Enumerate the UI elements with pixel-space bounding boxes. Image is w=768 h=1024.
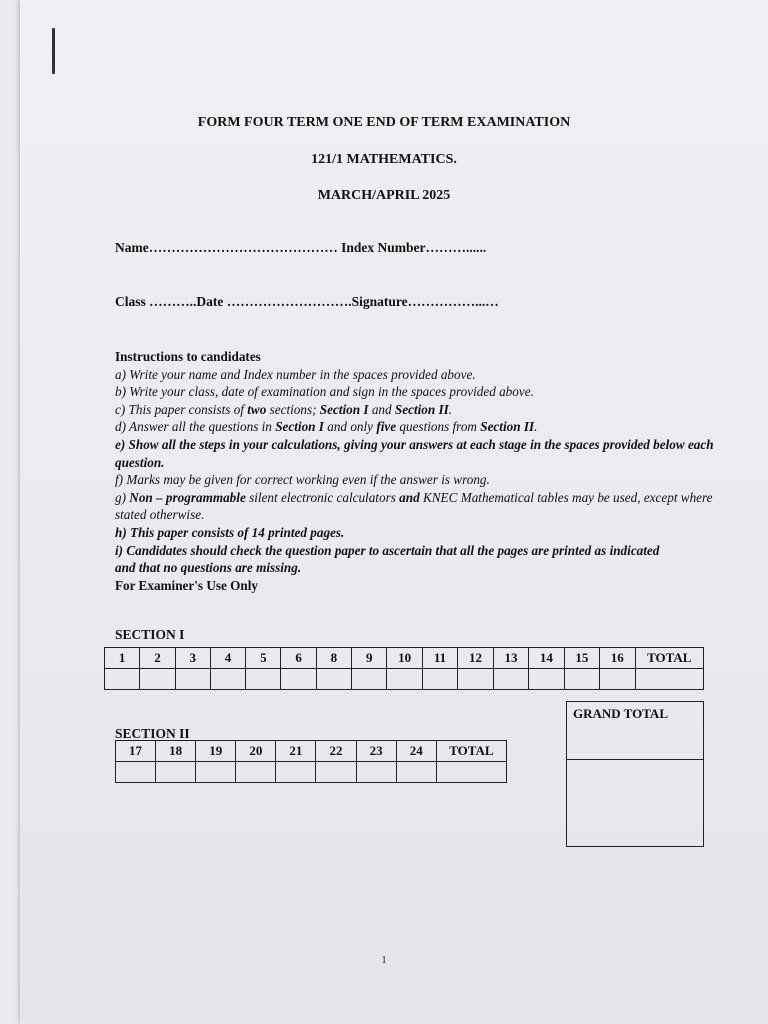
instruction-h: h) This paper consists of 14 printed pages. (115, 524, 345, 540)
question-23-score-cell[interactable] (356, 762, 396, 783)
question-11-header: 11 (422, 648, 457, 669)
question-16-score-cell[interactable] (600, 669, 635, 690)
exam-title: FORM FOUR TERM ONE END OF TERM EXAMINATION (197, 115, 571, 130)
question-15-score-cell[interactable] (564, 669, 599, 690)
page-number: 1 (381, 955, 387, 966)
question-21-header: 21 (276, 741, 316, 762)
question-21-score-cell[interactable] (276, 762, 316, 783)
question-22-score-cell[interactable] (316, 762, 356, 783)
question-20-header: 20 (236, 741, 276, 762)
question-1-header: 1 (105, 648, 140, 669)
section2-label: SECTION II (115, 726, 190, 741)
question-20-score-cell[interactable] (236, 762, 276, 783)
instruction-a: a) Write your name and Index number in the spaces provided above. (115, 366, 476, 382)
question-12-header: 12 (458, 648, 493, 669)
question-23-header: 23 (356, 741, 396, 762)
total-score-cell[interactable] (436, 762, 506, 783)
question-6-header: 6 (281, 648, 316, 669)
question-16-header: 16 (600, 648, 635, 669)
instruction-i-cont: and that no questions are missing. (115, 560, 302, 576)
section1-score-table (104, 647, 704, 690)
examiner-use-label: For Examiner's Use Only (115, 577, 258, 593)
question-12-score-cell[interactable] (458, 669, 493, 690)
instruction-c: c) This paper consists of two sections; Section I and Section II. (115, 401, 453, 417)
question-2-header: 2 (140, 648, 175, 669)
section1-label: SECTION I (115, 627, 185, 642)
question-13-header: 13 (493, 648, 528, 669)
class-date-signature-field[interactable]: Class ………..Date ……………………….Signature……………...… (115, 294, 499, 309)
question-8-header: 8 (316, 648, 351, 669)
question-9-score-cell[interactable] (352, 669, 387, 690)
question-17-header: 17 (116, 741, 156, 762)
margin-mark (52, 28, 55, 74)
question-2-score-cell[interactable] (140, 669, 175, 690)
question-10-score-cell[interactable] (387, 669, 422, 690)
total-column-header: TOTAL (436, 741, 506, 762)
grand-total-box (566, 701, 704, 847)
question-17-score-cell[interactable] (116, 762, 156, 783)
question-15-header: 15 (564, 648, 599, 669)
question-4-score-cell[interactable] (210, 669, 245, 690)
question-18-header: 18 (156, 741, 196, 762)
question-13-score-cell[interactable] (493, 669, 528, 690)
total-column-header: TOTAL (635, 648, 703, 669)
question-9-header: 9 (352, 648, 387, 669)
question-14-header: 14 (529, 648, 564, 669)
instruction-d: d) Answer all the questions in Section I and only five questions from Section II. (115, 419, 538, 435)
instruction-f: f) Marks may be given for correct working even if the answer is wrong. (115, 472, 490, 488)
section2-header-row (116, 741, 507, 762)
instruction-g: g) Non – programmable silent electronic calculators and KNEC Mathematical tables may be used, except where stated otherwise. (115, 489, 713, 523)
question-1-score-cell[interactable] (105, 669, 140, 690)
grand-total-label: GRAND TOTAL (567, 702, 703, 760)
question-5-header: 5 (246, 648, 281, 669)
section2-score-table (115, 740, 507, 783)
question-3-header: 3 (175, 648, 210, 669)
question-24-header: 24 (396, 741, 436, 762)
question-22-header: 22 (316, 741, 356, 762)
question-8-score-cell[interactable] (316, 669, 351, 690)
question-5-score-cell[interactable] (246, 669, 281, 690)
question-10-header: 10 (387, 648, 422, 669)
section2-score-row (116, 762, 507, 783)
question-11-score-cell[interactable] (422, 669, 457, 690)
question-3-score-cell[interactable] (175, 669, 210, 690)
paper-title: 121/1 MATHEMATICS. (311, 152, 457, 167)
instructions-block (115, 348, 725, 594)
instruction-b: b) Write your class, date of examination and sign in the spaces provided above. (115, 384, 534, 400)
section1-score-row (105, 669, 704, 690)
instruction-e: e) Show all the steps in your calculations, giving your answers at each stage in the spaces provided below each question. (115, 436, 714, 470)
instruction-i: i) Candidates should check the question paper to ascertain that all the pages are printed as indicated (115, 542, 660, 558)
exam-session: MARCH/APRIL 2025 (317, 188, 451, 203)
instructions-heading: Instructions to candidates (115, 349, 261, 364)
name-index-field[interactable]: Name…………………………………… Index Number………...... (115, 240, 487, 255)
question-19-header: 19 (196, 741, 236, 762)
question-19-score-cell[interactable] (196, 762, 236, 783)
question-18-score-cell[interactable] (156, 762, 196, 783)
question-4-header: 4 (210, 648, 245, 669)
question-14-score-cell[interactable] (529, 669, 564, 690)
question-6-score-cell[interactable] (281, 669, 316, 690)
total-score-cell[interactable] (635, 669, 703, 690)
section1-header-row (105, 648, 704, 669)
question-24-score-cell[interactable] (396, 762, 436, 783)
